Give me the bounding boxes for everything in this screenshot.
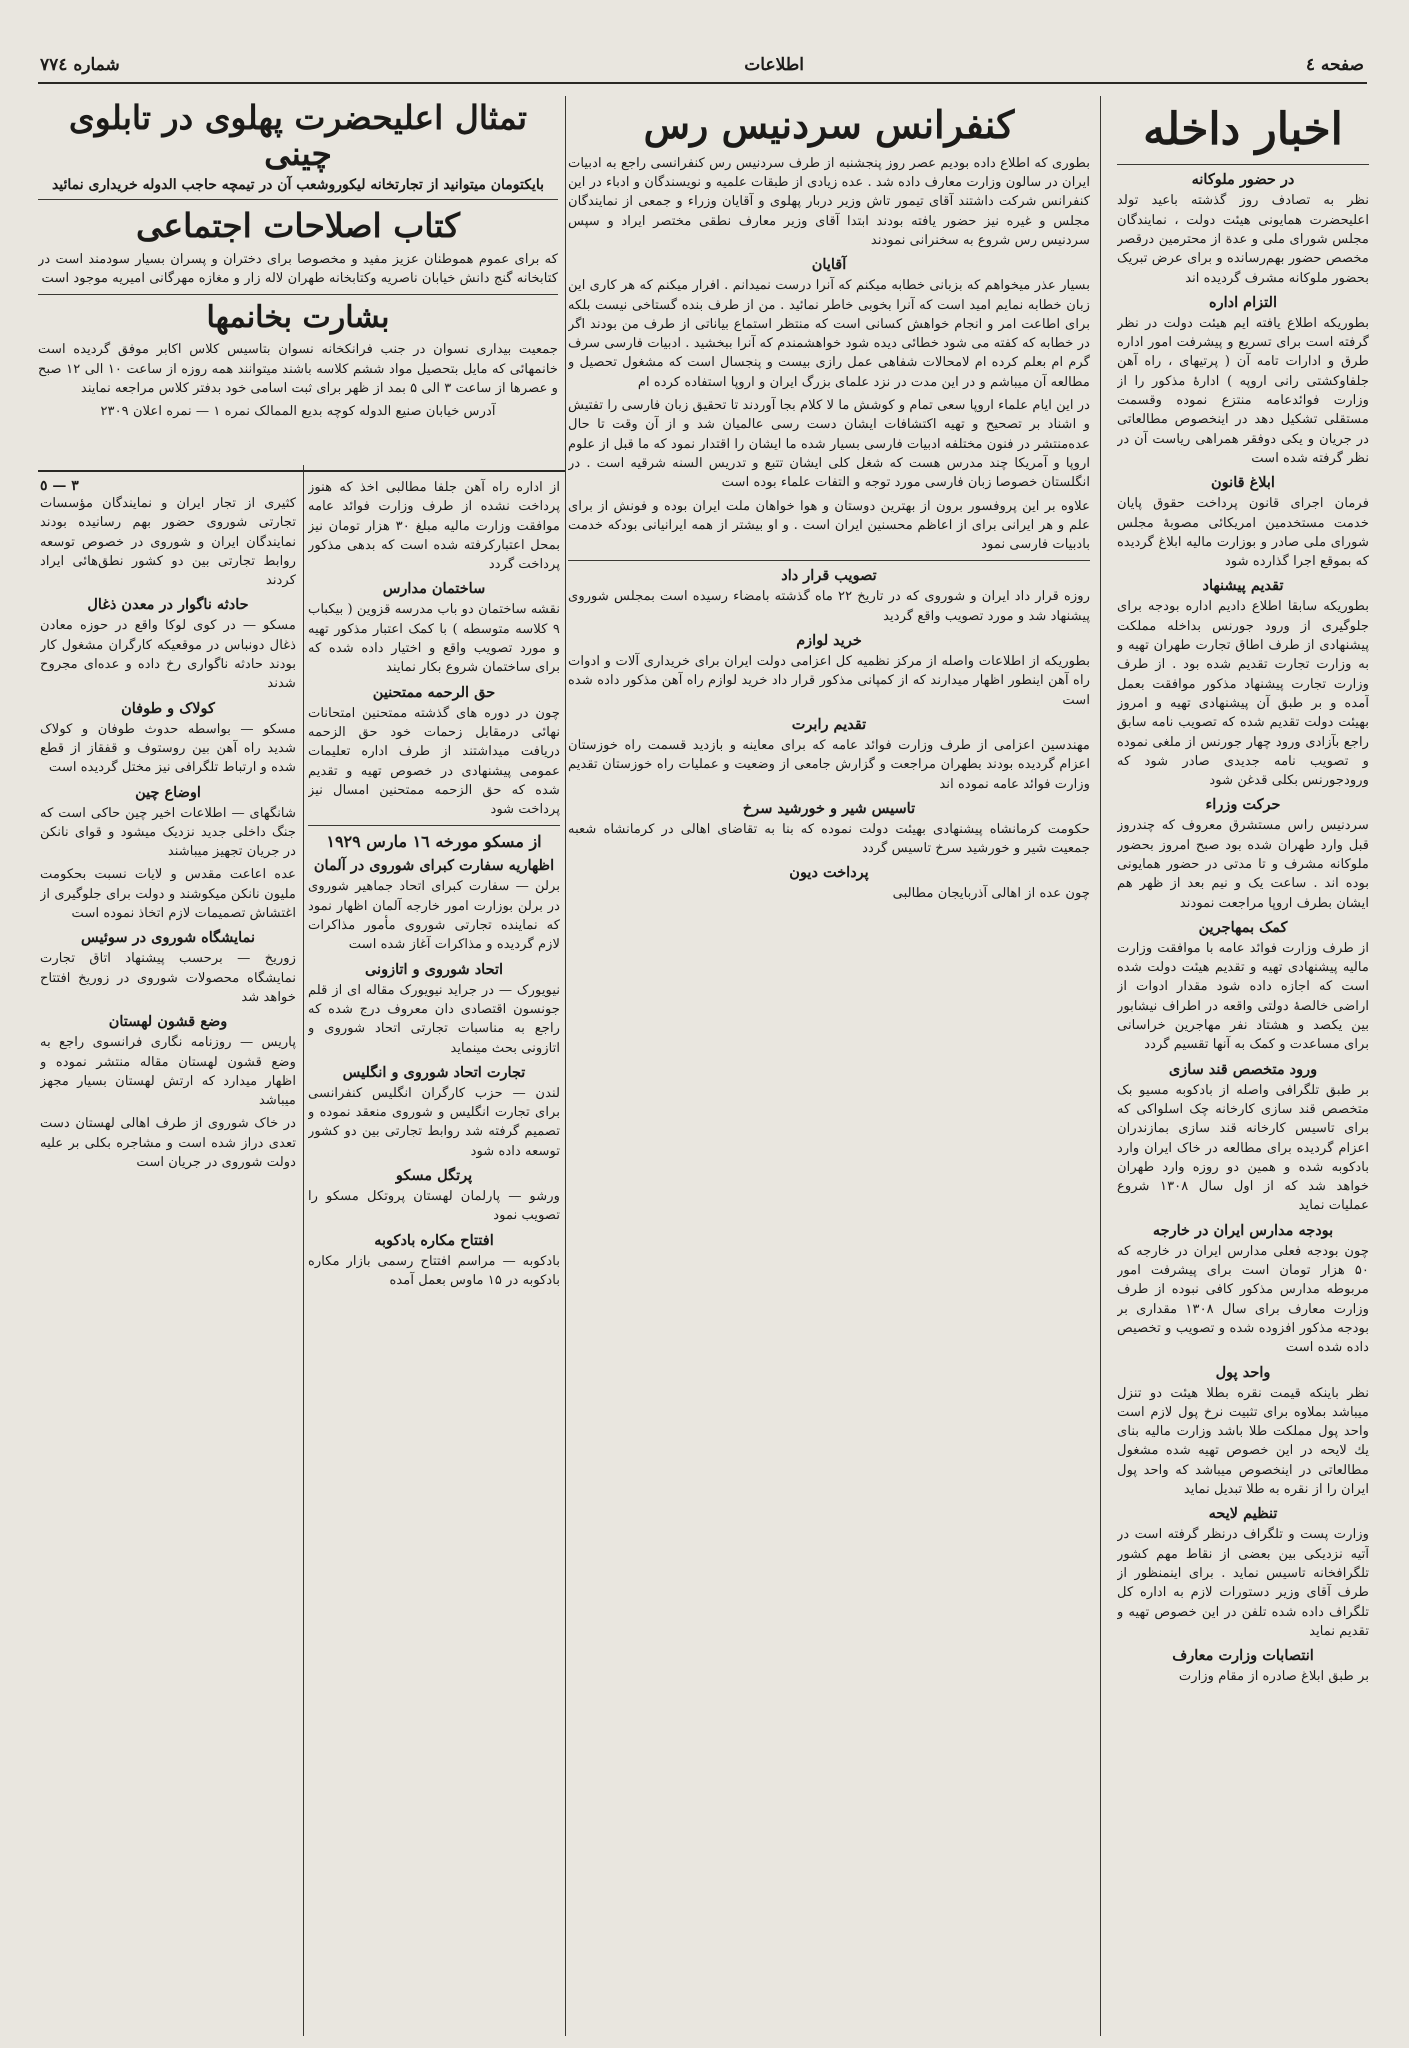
headline: نمایشگاه شوروی در سوئیس bbox=[81, 929, 255, 947]
column-number: ٣ — ٥ bbox=[40, 478, 79, 494]
article-text: وزارت پست و تلگراف درنظر گرفته است در آتیه نزدیکی بین بعضی از نقاط مهم کشور تلگرافخانه تاسیس نماید . برای اینمنظور از طرف آقای وزیر دستورات لازم به اداره کل تلگراف داده شده تلفن در این خصوص تهیه و تقدیم نماید bbox=[1117, 1527, 1369, 1639]
article-text: از طرف وزارت فوائد عامه با موافقت وزارت مالیه پیشنهادی تهیه و تقدیم هیئت دولت شده است که اجازه داده شود مقدار ادوات از اراضی خالصهٔ دولتی واقعه در اطراف نیشابور بین یکصد و هشتاد نفر مهاجرین خراسانی برای مساعدت و کمک به آنها تقسیم گردد bbox=[1117, 940, 1369, 1053]
article-text: برلن — سفارت کبرای اتحاد جماهیر شوروی در برلن بوزارت امور خارجه آلمان اظهار نمود که نماینده تجارتی شوروی مأمور مذاکرات لازم گردیده و مذاکرات آغاز شده است bbox=[308, 879, 560, 953]
headline: حق الرحمه ممتحنین bbox=[372, 683, 496, 701]
headline: پرتگل مسکو bbox=[395, 1167, 473, 1185]
headline: خرید لوازم bbox=[796, 632, 862, 650]
headline: کمک بمهاجرین bbox=[1198, 918, 1288, 936]
headline: افتتاح مکاره بادکوبه bbox=[374, 1231, 494, 1249]
article-text: بطوریکه سابقا اطلاع دادیم اداره بودجه برای جلوگیری از ورود جورنس بداخله مملکت پیشنهادی از طرف اطاق تجارت طهران تهیه و به وزارت تجارت تقدیم شده بود . از طرف وزارت تجارت پیشنهاد مذکور موافقت بعمل آمده و بر طبق آن پیشنهادی تهیه و امروز بهیئت دولت تقدیم شده که تصویب نامه سابق راجع بآزادی ورود چهار جورنس از ملغی نموده و تصویب نامه جدیدی صادر شود که ورودجورنس بکلی قدغن شود bbox=[1117, 599, 1369, 789]
dateline: از مسکو مورخه ١٦ مارس ١٩٢٩ bbox=[326, 832, 542, 852]
column-conference bbox=[568, 100, 1090, 2038]
article-text: مهندسین اعزامی از طرف وزارت فوائد عامه که برای معاینه و بازدید قسمت راه خوزستان اعزام گردیده بودند بطهران مراجعت و گزارش جامعی از وضعیت و عملیات راه خوزستان تقدیم وزارت فوائد عامه نموده اند bbox=[568, 737, 1090, 792]
article-text: بر طبق ابلاغ صادره از مقام وزارت bbox=[1178, 1669, 1369, 1685]
article-text: شانگهای — اطلاعات اخیر چین حاکی است که جنگ داخلی جدید نزدیک میشود و قوای نانکن در جریان تجهیز میباشند bbox=[40, 805, 296, 860]
article-text: نظر باینکه قیمت نقره بطلا هیئت دو تنزل میباشد بملاوه برای تثبیت نرخ پول لازم است واحد پول مملکت طلا باشد وزارت مالیه بنای یك لایحه در این خصوص تهیه شده مشغول مطالعاتی در اینخصوص میباشد که واحد پول ایران را از نقره به طلا تبدیل نماید bbox=[1117, 1385, 1369, 1498]
divider bbox=[308, 825, 560, 826]
article-text: حکومت کرمانشاه پیشنهادی بهیئت دولت نموده که بنا به تقاضای اهالی در کرمانشاه شعبه جمعیت شیر و خورشید سرخ تاسیس گردد bbox=[568, 821, 1090, 857]
article-text: نیویورک — در جراید نیویورک مقاله ای از قلم جونسون اقتصادی دان معروف درج شده که راجع به مناسبات تجارتی اتحاد شوروی و اتازونی بحث مینماید bbox=[308, 982, 560, 1056]
article-text: بطوریکه از اطلاعات واصله از مرکز نظمیه کل اعزامی دولت ایران برای خریداری آلات و ادوات راه آهن اینطور اظهار میدارند که از کمپانی مذکور قرار داد خرید لوازم راه آهن مذکور داده شده است bbox=[568, 654, 1090, 708]
headline: تاسیس شیر و خورشید سرخ bbox=[742, 799, 916, 817]
page-header bbox=[40, 55, 1364, 79]
ad-text: بایکتومان میتوانید از تجارتخانه لیکوروشعب آن در تیمچه حاجب الدوله خریداری نمائید bbox=[51, 176, 545, 193]
article-text: بطوری که اطلاع داده بودیم عصر روز پنجشنبه از طرف سردنیس رس کنفرانسی راجع به ادبیات ایران در سالون وزارت معارف داده شد . عده زیادی از طبقات علمیه و نویسندگان و ادباء در این کنفرانس شرکت داشتند آقای تیمور تاش وزیر دربار پهلوی و آقایان وزراء و جمعی از نمایندگان مجلس و غیره نیز حضور یافته بودند ابتدا آقای وزیر معارف نطقی مختصر ایراد و سپس سردنیس رس شروع به سخنرانی نمودند bbox=[568, 155, 1090, 248]
headline: تقدیم پیشنهاد bbox=[1202, 577, 1284, 595]
headline: تجارت اتحاد شوروی و انگلیس bbox=[342, 1063, 526, 1081]
article-title: کنفرانس سردنیس رس bbox=[643, 102, 1015, 147]
article-text: از اداره راه آهن جلفا مطالبی اخذ که هنوز پرداخت نشده از طرف وزارت فوائد عامه موافقت وزارت مالیه مبلغ ۳۰ هزار تومان نیز بمحل اعتبارکرفته شده است که بدهی مذکور پرداخت گردد bbox=[308, 480, 560, 573]
column-foreign-news-a bbox=[308, 478, 560, 2038]
header-rule bbox=[38, 82, 1367, 84]
section-title: اخبار داخله bbox=[1143, 104, 1343, 155]
article-text: بطوریکه اطلاع یافته ایم هیئت دولت در نظر گرفته است برای تسریع و پیشرفت امور اداره طرق و ادارات تامه آن ( پرتیهای ، راه آهن جلفاوکشتی رانی اروپه ) ادارهٔ مذکور را از وزارت فوائدعامه منتزع نموده وقسمت مستقلی تشکیل دهد در اینخصوص مطالعاتی در جریان و یکی دوفقر همراهی ریاست آن در نظر گرفته شده است bbox=[1117, 315, 1369, 466]
headline: بودجه مدارس ایران در خارجه bbox=[1152, 1221, 1334, 1239]
issue-number: شماره ٧٧٤ bbox=[40, 55, 120, 75]
headline: کولاک و طوفان bbox=[121, 699, 215, 717]
headline: ورود متخصص قند سازی bbox=[1168, 1060, 1318, 1078]
headline: تقدیم رابرت bbox=[791, 715, 867, 733]
article-text: فرمان اجرای قانون پرداخت حقوق پایان خدمت مستخدمین امریکائی مصوبهٔ مجلس شورای ملی صادر و بوزارت مالیه ابلاغ گردیده که بموقع اجرا گذارده شود bbox=[1117, 496, 1369, 570]
article-text: کثیری از تجار ایران و نمایندگان مؤسسات تجارتی شوروی حضور بهم رسانیده بودند نمایندگان ایران و شوروی در خصوص توسعه روابط تجارتی بین دو کشور نطق‌هائی ایراد کردند bbox=[40, 496, 296, 589]
headline: حرکت وزراء bbox=[1205, 796, 1281, 814]
divider bbox=[38, 199, 558, 200]
headline: تنظیم لایحه bbox=[1208, 1505, 1278, 1523]
headline: اظهاریه سفارت کبرای شوروی در آلمان bbox=[313, 857, 555, 875]
ad-text: جمعیت بیداری نسوان در جنب فرانکخانه نسوان بتاسیس کلاس اکابر موفق گردیده است خانمهائی که مایل بتحصیل مواد ششم کلاسه باشند میتوانند همه روزه از ساعت ۱۰ الی ۱۲ صبح و عصرها از ساعت ۳ الی ۵ بمد از ظهر برای ثبت اسامی خود بدفتر کلاس مراجعه نمایند bbox=[38, 342, 558, 397]
headline: اتحاد شوروی و اتازونی bbox=[364, 960, 504, 978]
article-text: مسکو — در کوی لوکا واقع در حوزه معادن ذغال دونباس در موقعیکه کارگران مشغول کار بودند حادثه ناگواری رخ داده و عده‌ای مجروح شدند bbox=[40, 618, 296, 692]
article-text: مسکو — بواسطه حدوث طوفان و کولاک شدید راه آهن بین روستوف و قفقاز از قطع شده و ارتباط تلگرافی نیز مختل گردیده است bbox=[40, 721, 296, 776]
ad-title: کتاب اصلاحات اجتماعی bbox=[135, 205, 461, 245]
article-text: لندن — حزب کارگران انگلیس کنفرانسی برای تجارت انگلیس و شوروی منعقد نموده و تصمیم گرفته شد روابط تجارتی بین دو کشور توسعه داده شود bbox=[308, 1085, 560, 1159]
article-text: بسیار عذر میخواهم که بزبانی خطابه میکنم که آنرا درست نمیدانم . افرار میکنم که هر کاری این زبان خطابه نمایم امید است که آنرا بخوبی خاطر نمائید . من از طرف بنده گستاخی نیست بلکه برای اطاعت امر و انجام خواهش کسانی است که منتظر استماع بیاناتی از طرف من بودند اگر در خطابه که کفته می شود خطائی دیده شود خواهشمندم که آنرا ببخشید . ادبیات فارسی سرف گرم ام بعلم کرده ام لامحالات شفاهی عمل رازی بیست و پنجسال است که مشغول تحصیل و مطالعه آن میباشم و در این مدت در نزد علمای بزرگ ایران و اروپا استفاده کرده ام bbox=[568, 278, 1090, 390]
headline: ساختمان مدارس bbox=[382, 580, 486, 598]
ad-title: تمثال اعلیحضرت پهلوی در تابلوی چینی bbox=[68, 98, 528, 174]
article-text: در خاک شوروی از طرف اهالی لهستان دست تعدی دراز شده است و مشاجره بکلی بر علیه دولت شوروی در جریان است bbox=[40, 1116, 296, 1171]
subheading: آقایان bbox=[811, 256, 847, 274]
article-text: نظر به تصادف روز گذشته باعید تولد اعلیحضرت همایونی هیئت دولت ، نمایندگان مجلس شورای ملی و عدة از محترمین درقصر مخصص حضور بهم‌رسانده و برای عرض تبریک بحضور ملوکانه مشرف گردیده اند bbox=[1117, 193, 1369, 286]
headline: حادثه ناگوار در معدن ذغال bbox=[87, 596, 249, 614]
headline: انتصابات وزارت معارف bbox=[1172, 1647, 1314, 1665]
headline: در حضور ملوکانه bbox=[1191, 171, 1295, 189]
article-text: روزه قرار داد ایران و شوروی که در تاریخ ۲۲ ماه گذشته بامضاء رسیده است بمجلس شوروی پیشنهاد شد و مورد تصویب واقع گردید bbox=[568, 589, 1090, 624]
column-foreign-news-b bbox=[40, 478, 296, 2038]
page-number: صفحه ٤ bbox=[1305, 55, 1364, 75]
ad-address: آدرس خیابان صنیع الدوله کوچه بدیع الممالک نمره ۱ — نمره اعلان ۲۳۰۹ bbox=[100, 404, 496, 420]
article-text: زوریخ — برحسب پیشنهاد اتاق تجارت نمایشگاه محصولات شوروی در زوریخ افتتاح خواهد شد bbox=[40, 951, 296, 1005]
divider bbox=[568, 560, 1090, 561]
article-text: سردنیس راس مستشرق معروف که چندروز قبل وارد طهران شده بود صبح امروز بحضور ملوکانه مشرف و تا مدتی در حضور همایونی بوده اند . ساعت یک و نیم بعد از ظهر هم ایشان بطرف اروپا مراجعت نمودند bbox=[1117, 818, 1369, 911]
headline: وضع قشون لهستان bbox=[108, 1013, 228, 1031]
article-text: نقشه ساختمان دو باب مدرسه قزوین ( بیکباب ۹ کلاسه متوسطه ) با کمک اعتبار مذکور تهیه و مورد تصویب واقع و اختیار داده شده که برای ساختمان شروع بکار نمایند bbox=[308, 602, 560, 676]
headline: التزام اداره bbox=[1209, 293, 1277, 311]
headline: اوضاع چین bbox=[135, 783, 201, 801]
ad-title: بشارت بخانمها bbox=[206, 300, 390, 336]
section-rule bbox=[38, 470, 565, 472]
article-text: چون بودجه فعلی مدارس ایران در خارجه که ۵۰ هزار تومان است برای پیشرفت امور مربوطه مدارس مذکور کافی نبوده از طرف وزارت معارف برای سال ۱۳۰۸ مقداری بر بودجه مذکور افزوده شده و تصویب و تخصیص داده شده است bbox=[1117, 1243, 1369, 1356]
article-text: چون در دوره های گذشته ممتحنین امتحانات نهائی درمقابل زحمات خود حق الزحمه دریافت میداشتند از طرف اداره تعلیمات عمومی پیشنهادی در خصوص تهیه و تقدیم شده که حق الزحمه ممتحنین امسال نیز پرداخت شود bbox=[308, 705, 560, 818]
headline: پرداخت دیون bbox=[789, 864, 869, 882]
column-domestic-news bbox=[1117, 100, 1369, 2038]
article-text: بر طبق تلگرافی واصله از بادکوبه مسیو بک متخصص قند سازی کارخانه چک اسلواکی که برای تاسیس کارخانه قند سازی بمازندران اعزام گردیده برای مطالعه در خاک ایران وارد بادکوبه شده و همین دو روزه وارد طهران خواهد شد که از اول سال ۱۳۰۸ شروع عملیات نماید bbox=[1117, 1082, 1369, 1214]
article-text: عده اعاعت مقدس و لایات نسبت بحکومت ملیون نانکن میکوشند و دولت برای جلوگیری از اغتشاش تصمیمات لازم اتخاذ نموده است bbox=[40, 867, 296, 922]
article-text: پاریس — روزنامه نگاری فرانسوی راجع به وضع قشون لهستان مقاله منتشر نموده و اظهار میدارد که ارتش لهستان بسیار مجهز میباشد bbox=[40, 1035, 296, 1109]
article-text: ورشو — پارلمان لهستان پروتکل مسکو را تصویب نمود bbox=[308, 1189, 560, 1224]
headline: ابلاغ قانون bbox=[1211, 474, 1275, 492]
advertisements bbox=[38, 96, 558, 466]
headline: واحد پول bbox=[1215, 1363, 1271, 1381]
article-text: چون عده از اهالی آذربایجان مطالبی bbox=[892, 886, 1090, 902]
article-text: در این ایام علماء اروپا سعی تمام و کوشش ما لا کلام بجا آوردند تا تحقیق زبان فارسی را تفتیش و اشناد بر تصحیح و تهیه اکتشافات ایشان دست رسی عالمیان شد و از آن وقت تا حال عده‌منتشر در فنون مختلفه ادبیات فارسی بسیار شده ما ایشان را اقتدار نمود که ما قبل از علوم اروپا و آمریکا چند مدرس هست که شغل کلی ایشان تتبع و تدریس السنه شرقیه است . در انگلستان خصوصا زبان فارسی مورد توجه و التفات علماء بوده است bbox=[568, 398, 1090, 491]
column-divider bbox=[303, 465, 304, 2036]
headline: تصویب قرار داد bbox=[781, 567, 877, 585]
divider bbox=[1117, 164, 1369, 165]
column-divider bbox=[565, 96, 566, 2036]
article-text: علاوه بر این پروفسور برون از بهترین دوستان و هوا خواهان ملت ایران بوده و فونش از برای علم و هر ایرانی برای از اعاظم محسنین ایران است . و او بیشتر از همه ایرانیانی بودکه خدمت بادبیات فارسی نمود bbox=[568, 498, 1090, 553]
paper-name: اطلاعات bbox=[744, 55, 804, 75]
column-divider bbox=[1100, 96, 1101, 2036]
divider bbox=[38, 294, 558, 295]
ad-text: که برای عموم هموطنان عزیز مفید و مخصوصا برای دختران و پسران بسیار سودمند است در کتابخانه گنج دانش خیابان ناصریه وکتابخانه طهران لاله زار و مغازه مهرگانی امیریه موجود است bbox=[38, 251, 558, 287]
article-text: بادکوبه — مراسم افتتاح رسمی بازار مکاره بادکوبه در ۱۵ ماوس بعمل آمده bbox=[308, 1253, 560, 1288]
